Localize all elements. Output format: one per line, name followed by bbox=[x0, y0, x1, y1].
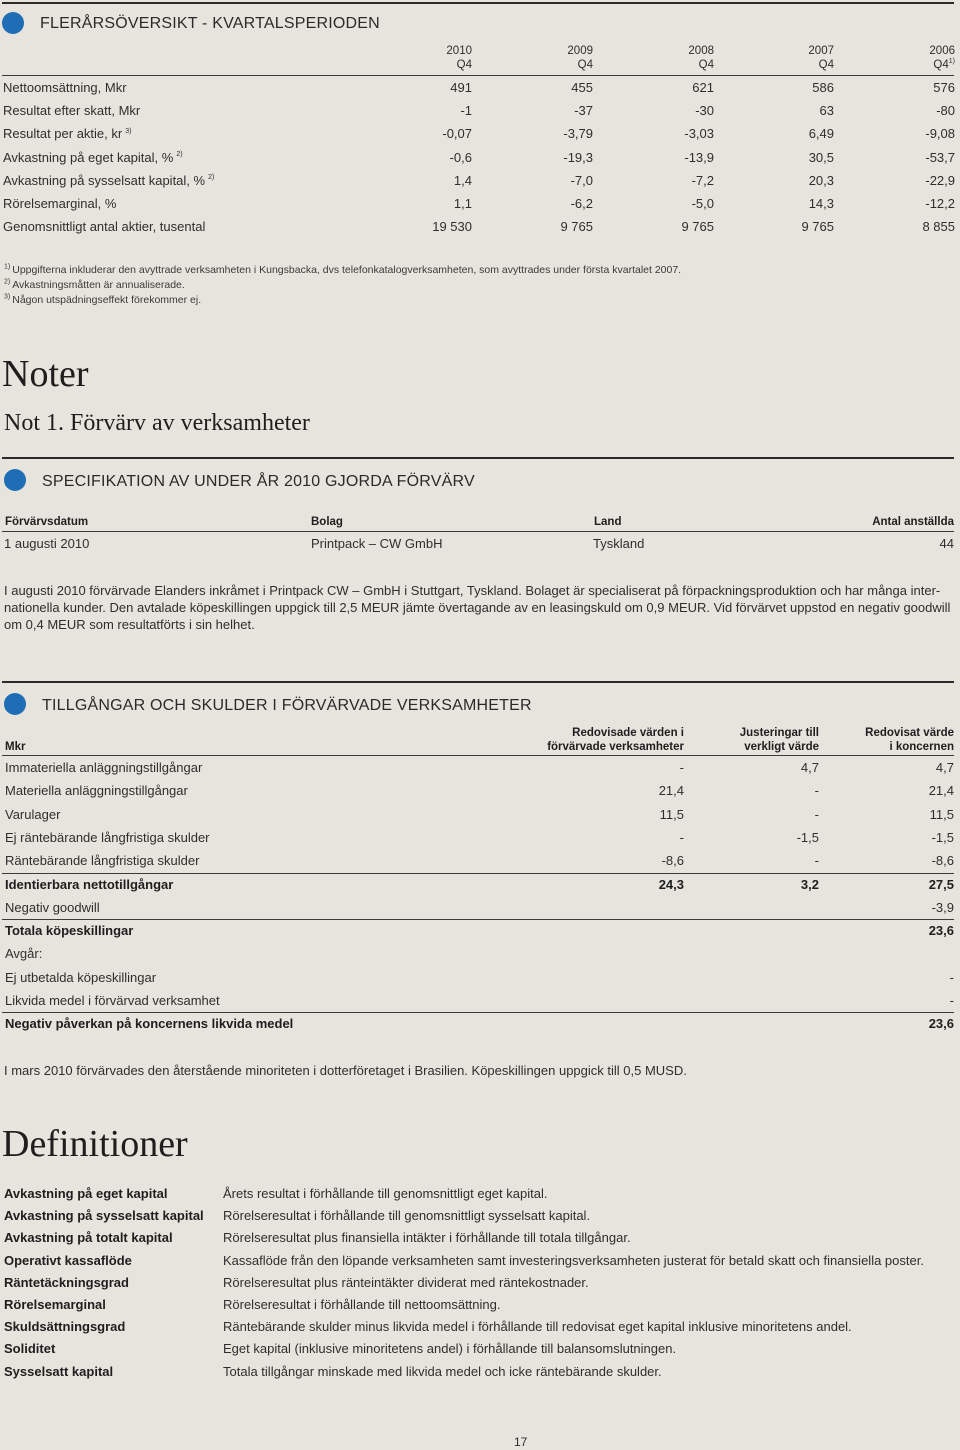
assets-cell: -1,5 bbox=[931, 829, 954, 845]
note1-heading: Not 1. Förvärv av verksamheter bbox=[4, 410, 310, 436]
assets-cell: - bbox=[679, 760, 684, 775]
spec-header-country: Land bbox=[594, 516, 622, 528]
assets-cell: 4,7 bbox=[935, 760, 954, 775]
page-number: 17 bbox=[514, 1435, 528, 1449]
footnote bbox=[4, 294, 201, 306]
overview-header bbox=[2, 44, 954, 74]
assets-note: I mars 2010 förvärvades den återstående minoriteten i dotterföretaget i Brasilien. Köpeskillingen uppgick till 0,5 MUSD. bbox=[4, 1063, 687, 1078]
assets-cell: - bbox=[679, 829, 684, 845]
assets-row-label: Negativ goodwill bbox=[5, 899, 100, 915]
overview-col-year: 2008 bbox=[688, 45, 714, 57]
overview-top-rule bbox=[2, 2, 954, 4]
overview-cell: -19,3 bbox=[563, 149, 593, 165]
overview-row bbox=[2, 216, 954, 238]
definition-term: Avkastning på eget kapital bbox=[4, 1186, 168, 1201]
overview-cell: 63 bbox=[819, 103, 834, 119]
spec-company: Printpack – CW GmbH bbox=[311, 536, 443, 551]
footnote-mark: 1) bbox=[4, 263, 11, 271]
spec-paragraph-line: om 0,4 MEUR som resultatförts i sin helhet. bbox=[4, 617, 255, 632]
overview-cell: 19 530 bbox=[432, 219, 472, 235]
spec-header-company: Bolag bbox=[311, 516, 343, 528]
assets-row bbox=[2, 920, 954, 942]
spec-paragraph-line: nationella kunder. Den avtalade köpeskillingen uppgick till 2,5 MEUR jämte övertagande av en leasingskuld om 0,9 MEUR. Vid förvärvet uppstod en negativ goodwill bbox=[4, 600, 951, 615]
assets-col2-header: Justeringar till bbox=[739, 727, 819, 739]
overview-cell: -0,6 bbox=[449, 149, 472, 165]
overview-col-quarter: Q4 bbox=[933, 59, 949, 71]
assets-cell: 11,5 bbox=[929, 806, 954, 822]
overview-cell: -7,2 bbox=[691, 172, 714, 188]
assets-row bbox=[2, 967, 954, 989]
overview-col-quarter: Q4 bbox=[698, 59, 714, 71]
assets-row-label: Negativ påverkan på koncernens likvida medel bbox=[5, 1016, 294, 1032]
spec-employees: 44 bbox=[939, 536, 954, 551]
overview-cell: 9 765 bbox=[681, 219, 714, 235]
overview-row-label-text: Genomsnittligt antal aktier, tusental bbox=[3, 219, 206, 235]
definition-description: Årets resultat i förhållande till genomsnittligt eget kapital. bbox=[223, 1186, 548, 1201]
assets-col3-header: i koncernen bbox=[889, 741, 954, 753]
definition-term: Sysselsatt kapital bbox=[4, 1363, 114, 1379]
definition-description: Rörelseresultat i förhållande till nettoomsättning. bbox=[223, 1297, 501, 1312]
assets-row bbox=[2, 804, 954, 826]
assets-row bbox=[2, 990, 954, 1012]
assets-row bbox=[2, 757, 954, 779]
overview-col-year: 2006 bbox=[929, 45, 955, 57]
overview-cell: 30,5 bbox=[808, 149, 834, 165]
overview-row bbox=[2, 100, 954, 122]
overview-title: FLERÅRSÖVERSIKT - KVARTALSPERIODEN bbox=[40, 15, 380, 32]
spec-paragraph-line: I augusti 2010 förvärvade Elanders inkråmet i Printpack CW – GmbH i Stuttgart, Tyskland. Bolaget är specialiserat på förpackningsproduktion och har många inter- bbox=[4, 583, 941, 598]
assets-cell: - bbox=[814, 853, 819, 869]
overview-cell: -30 bbox=[695, 103, 714, 119]
overview-row-label bbox=[3, 193, 116, 215]
overview-cell: -53,7 bbox=[925, 149, 955, 165]
assets-row-label: Totala köpeskillingar bbox=[5, 923, 134, 939]
overview-cell: -0,07 bbox=[442, 126, 472, 142]
overview-cell: -6,2 bbox=[570, 196, 593, 211]
overview-cell: 9 765 bbox=[560, 219, 593, 235]
overview-cell: -1 bbox=[460, 103, 472, 119]
definition-term: Räntetäckningsgrad bbox=[4, 1274, 129, 1290]
definition-term: Soliditet bbox=[4, 1341, 56, 1357]
assets-row-label: Materiella anläggningstillgångar bbox=[5, 783, 188, 799]
spec-top-rule bbox=[2, 457, 954, 459]
overview-row bbox=[2, 170, 954, 192]
assets-row-label: Räntebärande långfristiga skulder bbox=[5, 853, 200, 869]
overview-row bbox=[2, 147, 954, 169]
overview-cell: 6,49 bbox=[808, 126, 834, 142]
overview-cell: -7,0 bbox=[570, 172, 593, 188]
overview-cell: 576 bbox=[933, 80, 955, 95]
assets-row bbox=[2, 850, 954, 872]
overview-row bbox=[2, 123, 954, 145]
section-bullet-icon bbox=[2, 12, 24, 34]
footnote bbox=[4, 279, 185, 291]
overview-cell: 8 855 bbox=[922, 219, 955, 235]
assets-cell: -8,6 bbox=[661, 853, 684, 869]
footnote-mark: 2) bbox=[4, 278, 11, 286]
assets-row bbox=[2, 827, 954, 849]
overview-row-label-text: Avkastning på eget kapital, % bbox=[3, 149, 174, 165]
overview-col-year: 2010 bbox=[446, 45, 472, 57]
footnote-text: Uppgifterna inkluderar den avyttrade verksamheten i Kungsbacka, dvs telefonkatalogverksamheten, som avyttrades under första kvartalet 2007. bbox=[12, 264, 682, 276]
assets-col1-header: förvärvade verksamheter bbox=[547, 741, 684, 753]
overview-row-label-text: Resultat efter skatt, Mkr bbox=[3, 103, 141, 119]
assets-header-mkr: Mkr bbox=[5, 741, 26, 753]
assets-cell: -3,9 bbox=[931, 899, 954, 915]
assets-cell: 27,5 bbox=[928, 876, 954, 892]
assets-cell: 23,6 bbox=[928, 923, 954, 939]
definition-term: Avkastning på sysselsatt kapital bbox=[4, 1208, 204, 1224]
footnote-mark: 3) bbox=[4, 293, 11, 301]
assets-cell: -8,6 bbox=[931, 853, 954, 869]
definition-term: Rörelsemarginal bbox=[4, 1297, 106, 1312]
section-bullet-icon bbox=[4, 469, 26, 491]
overview-cell: -37 bbox=[574, 103, 593, 119]
assets-row-label: Identierbara nettotillgångar bbox=[5, 876, 174, 892]
overview-col-year: 2009 bbox=[567, 45, 593, 57]
definition-description: Kassaflöde från den löpande verksamheten samt investeringsverksamheten justerat för betald skatt och finansiella poster. bbox=[223, 1252, 924, 1268]
spec-header-date: Förvärvsdatum bbox=[5, 516, 89, 528]
overview-cell: 14,3 bbox=[808, 196, 834, 211]
spec-date: 1 augusti 2010 bbox=[4, 536, 90, 551]
assets-col3-header: Redovisat värde bbox=[865, 727, 954, 739]
assets-cell: 23,6 bbox=[928, 1016, 954, 1032]
definitions-heading: Definitioner bbox=[2, 1123, 188, 1165]
spec-title: SPECIFIKATION AV UNDER ÅR 2010 GJORDA FÖRVÄRV bbox=[42, 473, 475, 490]
definition-description: Rörelseresultat i förhållande till genomsnittligt sysselsatt kapital. bbox=[223, 1208, 591, 1224]
assets-row-label: Likvida medel i förvärvad verksamhet bbox=[5, 993, 220, 1008]
assets-cell: 3,2 bbox=[800, 876, 819, 892]
overview-row-label bbox=[3, 170, 214, 192]
overview-row-label bbox=[3, 77, 127, 99]
definition-description: Eget kapital (inklusive minoritetens andel) i förhållande till balansomslutningen. bbox=[223, 1341, 677, 1357]
assets-header-rule bbox=[2, 755, 954, 756]
definition-term: Operativt kassaflöde bbox=[4, 1252, 132, 1268]
footnote-text: Avkastningsmåtten är annualiserade. bbox=[12, 279, 185, 291]
overview-cell: -3,79 bbox=[563, 126, 593, 142]
definition-term: Skuldsättningsgrad bbox=[4, 1319, 126, 1335]
assets-header bbox=[2, 726, 954, 754]
overview-cell: 1,4 bbox=[453, 172, 472, 188]
assets-row bbox=[2, 874, 954, 896]
assets-cell: 21,4 bbox=[928, 783, 954, 799]
overview-row-label bbox=[3, 147, 183, 169]
overview-col-quarter: Q4 bbox=[456, 59, 472, 71]
assets-cell: - bbox=[814, 783, 819, 799]
assets-cell: - bbox=[814, 806, 819, 822]
notes-heading: Noter bbox=[2, 353, 89, 395]
overview-cell: 621 bbox=[692, 80, 714, 95]
overview-cell: -80 bbox=[936, 103, 955, 119]
assets-row bbox=[2, 780, 954, 802]
assets-title: TILLGÅNGAR OCH SKULDER I FÖRVÄRVADE VERKSAMHETER bbox=[42, 697, 532, 714]
assets-cell: - bbox=[949, 993, 954, 1008]
overview-cell: -3,03 bbox=[684, 126, 714, 142]
spec-data-row bbox=[2, 533, 954, 555]
overview-col-quarter: Q4 bbox=[577, 59, 593, 71]
overview-cell: -13,9 bbox=[684, 149, 714, 165]
definition-description: Rörelseresultat plus finansiella intäkter i förhållande till totala tillgångar. bbox=[223, 1230, 631, 1246]
definition-description: Räntebärande skulder minus likvida medel i förhållande till redovisat eget kapital inklusive minoritetens andel. bbox=[223, 1319, 852, 1335]
footnote-ref: 3) bbox=[125, 128, 132, 136]
overview-cell: 586 bbox=[812, 80, 834, 95]
definition-description: Rörelseresultat plus ränteintäkter dividerat med räntekostnader. bbox=[223, 1274, 589, 1290]
assets-col1-header: Redovisade värden i bbox=[572, 727, 684, 739]
footnote-ref: 2) bbox=[208, 174, 215, 182]
spec-header-rule bbox=[2, 531, 954, 532]
assets-row-label: Immateriella anläggningstillgångar bbox=[5, 760, 203, 775]
overview-cell: -12,2 bbox=[925, 196, 955, 211]
assets-row bbox=[2, 943, 954, 965]
assets-top-rule bbox=[2, 681, 954, 683]
overview-row-label bbox=[3, 216, 205, 238]
overview-cell: -9,08 bbox=[925, 126, 955, 142]
overview-row-label-text: Nettoomsättning, Mkr bbox=[3, 80, 127, 95]
assets-row bbox=[2, 1013, 954, 1035]
assets-col2-header: verkligt värde bbox=[744, 741, 819, 753]
overview-cell: -5,0 bbox=[691, 196, 714, 211]
definition-term: Avkastning på totalt kapital bbox=[4, 1230, 173, 1246]
overview-row-label-text: Rörelsemarginal, % bbox=[3, 196, 117, 211]
assets-cell: 24,3 bbox=[658, 876, 684, 892]
overview-header-rule bbox=[2, 75, 954, 76]
assets-cell: - bbox=[949, 969, 954, 985]
overview-cell: 455 bbox=[571, 80, 593, 95]
overview-col-quarter: Q4 bbox=[818, 59, 834, 71]
section-bullet-icon bbox=[4, 693, 26, 715]
overview-cell: 20,3 bbox=[808, 172, 834, 188]
footnote-text: Någon utspädningseffekt förekommer ej. bbox=[12, 294, 202, 306]
footnote-ref: 1) bbox=[948, 58, 955, 66]
spec-header-employees: Antal anställda bbox=[872, 516, 954, 528]
assets-row-label: Ej utbetalda köpeskillingar bbox=[5, 969, 157, 985]
overview-row-label-text: Avkastning på sysselsatt kapital, % bbox=[3, 172, 206, 188]
overview-cell: 491 bbox=[450, 80, 472, 95]
spec-paragraph bbox=[4, 582, 954, 633]
overview-row-label-text: Resultat per aktie, kr bbox=[3, 126, 123, 142]
assets-row bbox=[2, 897, 954, 919]
overview-row-label bbox=[3, 100, 140, 122]
overview-row-label bbox=[3, 123, 131, 145]
assets-row-label: Varulager bbox=[5, 806, 61, 822]
assets-row-label: Ej räntebärande långfristiga skulder bbox=[5, 829, 210, 845]
assets-cell: 21,4 bbox=[658, 783, 684, 799]
spec-country: Tyskland bbox=[593, 536, 645, 551]
assets-row-label: Avgår: bbox=[5, 946, 43, 962]
overview-col-quarter-wrap bbox=[885, 58, 955, 72]
overview-row bbox=[2, 193, 954, 215]
spec-header-row bbox=[2, 511, 954, 533]
assets-cell: -1,5 bbox=[796, 829, 819, 845]
overview-cell: 9 765 bbox=[801, 219, 834, 235]
overview-cell: 1,1 bbox=[453, 196, 472, 211]
footnote-ref: 2) bbox=[176, 151, 183, 159]
footnote bbox=[4, 264, 681, 276]
assets-cell: 4,7 bbox=[800, 760, 819, 775]
overview-row bbox=[2, 77, 954, 99]
overview-cell: -22,9 bbox=[925, 172, 955, 188]
assets-cell: 11,5 bbox=[659, 806, 684, 822]
overview-col-year: 2007 bbox=[808, 45, 834, 57]
definition-description: Totala tillgångar minskade med likvida medel och icke räntebärande skulder. bbox=[223, 1363, 662, 1379]
